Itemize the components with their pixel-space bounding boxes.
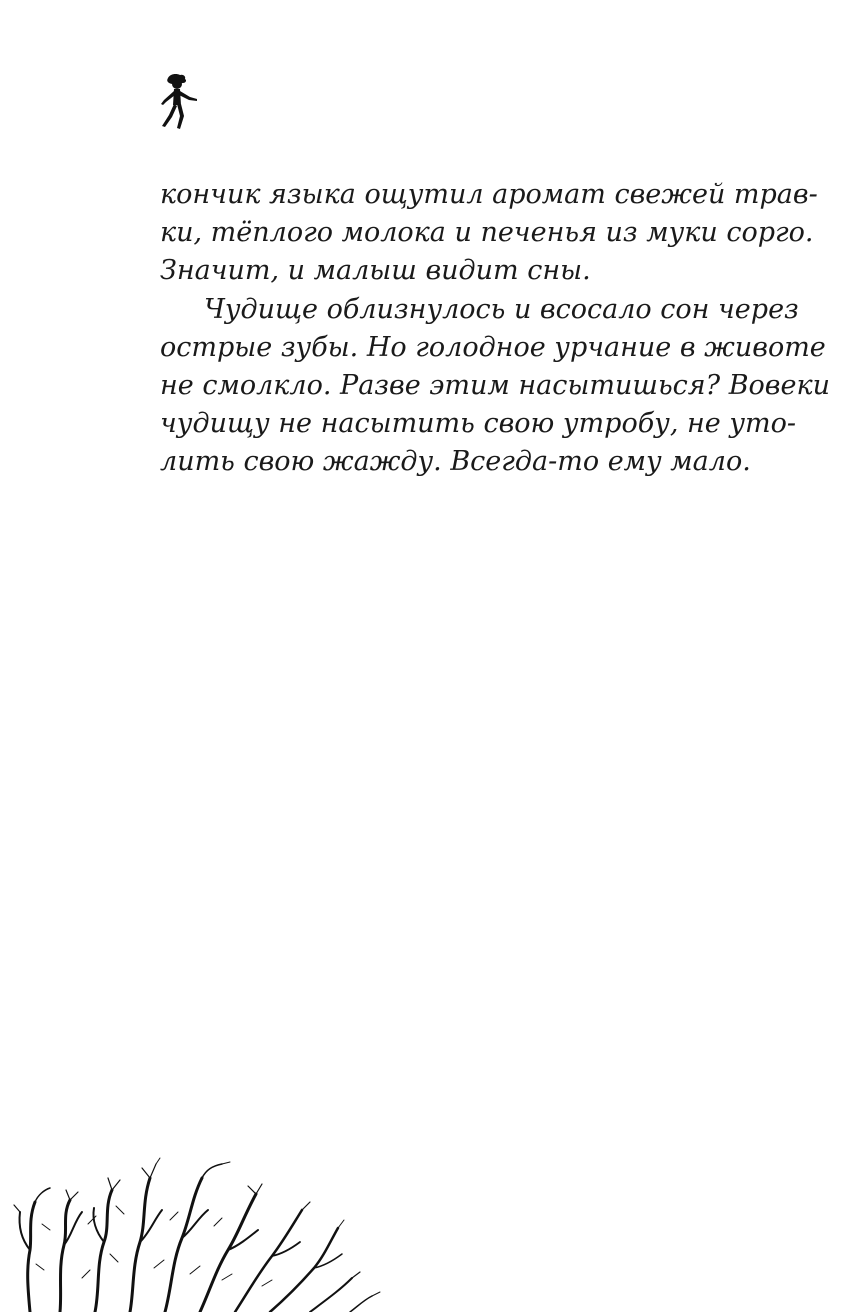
text-line: не смолкло. Разве этим насытишься? Вовеки bbox=[160, 370, 831, 402]
text-line: Значит, и малыш видит сны. bbox=[160, 255, 591, 287]
text-line: лить свою жажду. Всегда-то ему мало. bbox=[160, 446, 751, 478]
text-line: кончик языка ощутил аромат свежей трав- bbox=[160, 179, 818, 210]
text-line: острые зубы. Но голодное урчание в животе bbox=[160, 331, 826, 363]
paragraph-2 bbox=[160, 291, 831, 482]
text-line: ки, тёплого молока и печенья из муки сорго. bbox=[160, 217, 814, 249]
paragraph-1 bbox=[160, 176, 818, 291]
text-line: чудищу не насытить свою утробу, не уто- bbox=[160, 408, 796, 440]
running-child-silhouette-icon bbox=[152, 72, 208, 136]
text-line: Чудище облизнулось и всосало сон через bbox=[204, 293, 799, 325]
bare-branches-icon bbox=[0, 1150, 420, 1312]
body-text bbox=[160, 176, 831, 482]
